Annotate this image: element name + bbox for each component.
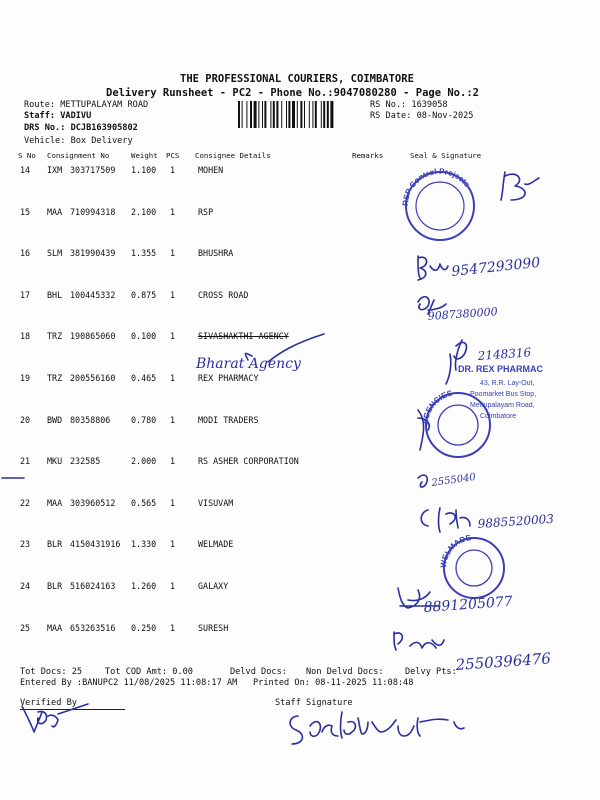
row-22-weight: 0.565 [131, 497, 157, 508]
non-delivered-docs: Non Delvd Docs: [306, 667, 384, 677]
drs-number: DRS No.: DCJB163905802 [24, 123, 138, 133]
row-18-consignee: SIVASHAKTHI AGENCY [198, 331, 289, 342]
row-23-code: BLR [47, 539, 63, 550]
row-21-code: MKU [47, 456, 63, 467]
total-docs: Tot Docs: 25 [20, 667, 83, 677]
col-seal-signature: Seal & Signature [410, 151, 482, 160]
row-19-weight: 0.465 [131, 373, 157, 383]
runsheet-title: Delivery Runsheet - PC2 - Phone No.:9047080280 - Page No.:2 [106, 87, 479, 99]
row-16-weight: 1.355 [131, 248, 157, 259]
row-25-num: 653263516 [70, 622, 116, 633]
company-title: THE PROFESSIONAL COURIERS, COIMBATORE [180, 73, 414, 85]
vehicle-label: Vehicle: Box Delivery [24, 136, 133, 146]
row-18-code: TRZ [47, 331, 63, 342]
row-19-pcs: 1 [170, 373, 176, 383]
row-17-sno: 17 [20, 289, 31, 300]
col-sno: S No [18, 151, 36, 160]
row-22-num: 303960512 [70, 497, 116, 508]
staff-signature-label: Staff Signature [275, 698, 353, 708]
signature-row14 [501, 172, 539, 200]
handwritten-phone-16: 9547293090 [450, 254, 542, 280]
handwritten-number-18: 2148316 [477, 345, 532, 363]
rex-stamp-address-1: 43, R.R. Lay-Out, [480, 380, 535, 387]
row-14-code: IXM [47, 165, 63, 175]
handwritten-delivery-points: 2550396476 [455, 649, 552, 674]
row-22-pcs: 1 [170, 497, 176, 508]
route-label: Route: METTUPALAYAM ROAD [24, 100, 149, 110]
row-14-pcs: 1 [170, 165, 176, 175]
row-25-sno: 25 [20, 622, 31, 633]
staff-label: Staff: VADIVU [24, 111, 92, 121]
row-17-pcs: 1 [170, 289, 176, 300]
row-14-sno: 14 [20, 165, 31, 175]
col-pcs: PCS [166, 151, 180, 160]
row-16-sno: 16 [20, 248, 31, 259]
rex-stamp-address-4: Coimbatore [480, 413, 517, 420]
rsp-stamp-text: RSP Control Projects [400, 166, 472, 207]
delivered-docs: Delvd Docs: [230, 667, 287, 677]
handwritten-phone-24: 8891205077 [423, 593, 514, 616]
row-21-sno: 21 [20, 456, 31, 467]
row-18-num: 190865060 [70, 331, 116, 342]
signature-row22 [421, 508, 470, 532]
rex-stamp-title: DR. REX PHARMAC [458, 364, 544, 374]
staff-signature [290, 712, 464, 744]
row-20-consignee: MODI TRADERS [198, 414, 259, 425]
row-19-num: 200556160 [70, 373, 116, 383]
rs-number: RS No.: 1639058 [370, 100, 448, 110]
verified-by-label: Verified By [20, 698, 77, 708]
row-25-consignee: SURESH [198, 622, 229, 633]
handwritten-number-21: 2555040 [430, 471, 477, 489]
row-18-sno: 18 [20, 331, 31, 342]
row-24-sno: 24 [20, 581, 31, 591]
row-17-code: BHL [47, 289, 63, 300]
row-25-weight: 0.250 [131, 622, 157, 633]
row-23-num: 4150431916 [70, 539, 121, 550]
entered-by: Entered By :BANUPC2 11/08/2025 11:08:17 AM [20, 678, 238, 688]
row-22-code: MAA [47, 497, 63, 508]
handwritten-phone-22: 9885520003 [477, 511, 555, 531]
row-19-consignee: REX PHARMACY [198, 373, 259, 383]
rs-date: RS Date: 08-Nov-2025 [370, 111, 474, 121]
handwritten-phone-17: 9087380000 [427, 305, 499, 323]
row-25-pcs: 1 [170, 622, 176, 633]
row-23-pcs: 1 [170, 539, 176, 550]
row-16-consignee: BHUSHRA [198, 248, 234, 259]
row-20-num: 80358806 [70, 414, 111, 425]
row-17-weight: 0.875 [131, 289, 157, 300]
modi-stamp-text: AGENCIES [420, 388, 454, 426]
row-19-code: TRZ [47, 373, 63, 383]
col-remarks: Remarks [352, 151, 384, 160]
row-16-pcs: 1 [170, 248, 176, 259]
total-cod: Tot COD Amt: 0.00 [105, 667, 193, 677]
row-20-pcs: 1 [170, 414, 176, 425]
row-15-num: 710994318 [70, 206, 116, 217]
row-21-num: 232585 [70, 456, 101, 467]
row-15-weight: 2.100 [131, 206, 157, 217]
row-14-consignee: MOHEN [198, 165, 224, 175]
row-15-sno: 15 [20, 206, 31, 217]
row-24-weight: 1.260 [131, 581, 157, 591]
row-23-consignee: WELMADE [198, 539, 234, 550]
row-15-code: MAA [47, 206, 63, 217]
row-24-consignee: GALAXY [198, 581, 229, 591]
row-15-pcs: 1 [170, 206, 176, 217]
signature-row25 [394, 632, 444, 650]
rex-stamp-address-2: Poomarket Bus Stop, [470, 391, 537, 398]
delivery-points: Delvy Pts: [405, 667, 457, 677]
row-20-weight: 0.780 [131, 414, 157, 425]
row-17-num: 100445332 [70, 289, 116, 300]
row-18-pcs: 1 [170, 331, 176, 342]
row-18-weight: 0.100 [131, 331, 157, 342]
row-14-weight: 1.100 [131, 165, 157, 175]
row-14-num: 303717509 [70, 165, 116, 175]
row-21-weight: 2.000 [131, 456, 157, 467]
rex-stamp-address-3: Mettupalayam Road, [470, 402, 535, 409]
row-15-consignee: RSP [198, 206, 214, 217]
row-23-weight: 1.330 [131, 539, 157, 550]
col-weight: Weight [131, 151, 158, 160]
row-17-consignee: CROSS ROAD [198, 289, 249, 300]
row-24-pcs: 1 [170, 581, 176, 591]
col-consignee: Consignee Details [195, 151, 271, 160]
verified-by-signature [22, 704, 88, 732]
row-21-pcs: 1 [170, 456, 176, 467]
col-consignment: Consignment No [47, 151, 110, 160]
row-20-code: BWD [47, 414, 63, 425]
row-16-code: SLM [47, 248, 63, 259]
svg-text:RSP Control Projects [401, 167, 472, 206]
row-21-consignee: RS ASHER CORPORATION [198, 456, 299, 467]
row-25-code: MAA [47, 622, 63, 633]
row-19-sno: 19 [20, 373, 31, 383]
row-20-sno: 20 [20, 414, 31, 425]
row-23-sno: 23 [20, 539, 31, 550]
printed-on: Printed On: 08-11-2025 11:08:48 [253, 678, 414, 688]
row-16-num: 381990439 [70, 248, 116, 259]
handwritten-bharat-agency: Bharat Agency [196, 356, 301, 372]
row-22-consignee: VISUVAM [198, 497, 234, 508]
row-24-num: 516024163 [70, 581, 116, 591]
signature-row16 [418, 256, 448, 280]
welmade-stamp-text: WELMADE [438, 533, 472, 569]
row-22-sno: 22 [20, 497, 31, 508]
row-24-code: BLR [47, 581, 63, 591]
